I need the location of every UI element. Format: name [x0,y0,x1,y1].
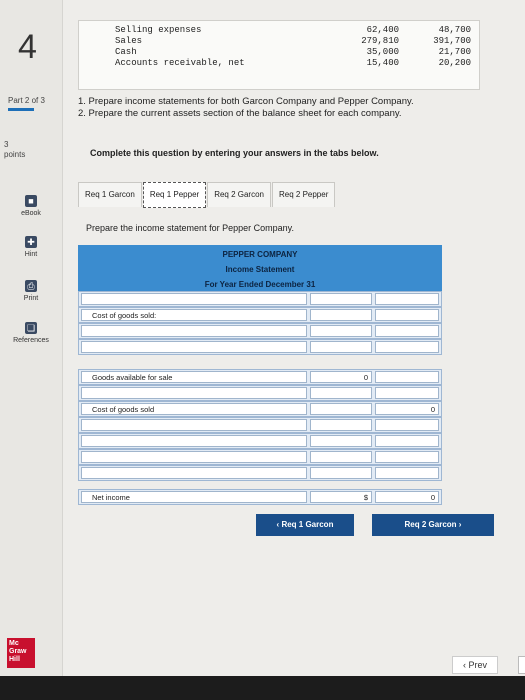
net-income-value: 0 [375,491,439,503]
row-label-input[interactable] [81,293,307,305]
statement-row [78,369,442,385]
print-tool[interactable] [0,280,62,302]
points-number: 3 [4,140,9,149]
ebook-label: eBook [21,210,41,217]
total-input[interactable] [375,435,439,447]
hint-icon: ✚ [25,236,37,248]
tab-req2-garcon[interactable]: Req 2 Garcon [207,182,271,207]
total-input[interactable] [375,293,439,305]
row-label-input[interactable] [81,325,307,337]
complete-note: Complete this question by entering your answers in the tabs below. [90,148,379,158]
instructions [78,96,414,120]
print-label: Print [23,295,39,302]
amount-input[interactable] [310,341,372,353]
given-row: Accounts receivable, net [115,58,245,68]
instruction-item: 1. Prepare income statements for both Garcon Company and Pepper Company. [78,96,414,107]
chevron-left-icon: ‹ [462,660,466,670]
prev-tab-button[interactable] [256,514,354,536]
amount-input[interactable] [310,325,372,337]
ebook-tool[interactable] [0,195,62,217]
total-value: 0 [375,403,439,415]
bottom-bar [0,676,525,700]
amount-value: 0 [310,371,372,383]
row-label-input[interactable] [81,387,307,399]
next-tab-label: Req 2 Garcon [404,520,457,529]
next-page-button-partial[interactable] [518,656,525,674]
statement-period: For Year Ended December 31 [204,280,316,289]
points-label: points [4,150,26,159]
row-label-input[interactable] [81,467,307,479]
prompt-text: Prepare the income statement for Pepper Company. [86,223,294,233]
references-icon: ❏ [26,323,36,333]
row-label: Cost of goods sold [81,403,307,415]
tab-panel [78,205,498,505]
instruction-item: 2. Prepare the current assets section of the balance sheet for each company. [78,108,402,119]
amount-input[interactable] [310,451,372,463]
amount-input[interactable] [310,309,372,321]
company-name: PEPPER COMPANY [222,250,298,259]
prev-page-label: Prev [468,660,488,670]
amount-input[interactable] [310,403,372,415]
statement-row [78,417,442,433]
row-label: Cost of goods sold: [81,309,307,321]
currency-symbol: $ [310,491,372,503]
mcgraw-hill-logo: Mc Graw Hill [7,638,35,668]
given-value: 48,700 [438,25,471,35]
statement-row [78,339,442,355]
hint-tool[interactable] [0,236,62,258]
total-input[interactable] [375,325,439,337]
prev-page-button[interactable] [452,656,498,674]
total-input[interactable] [375,467,439,479]
statement-row [78,489,442,505]
statement-row [78,307,442,323]
given-row: Cash [115,47,137,57]
given-value: 62,400 [366,25,399,35]
total-input[interactable] [375,309,439,321]
question-number: 4 [18,28,37,66]
row-label-input[interactable] [81,341,307,353]
statement-title: Income Statement [225,265,295,274]
prev-tab-label: Req 1 Garcon [281,520,334,529]
tab-req2-pepper[interactable]: Req 2 Pepper [272,182,335,207]
total-input[interactable] [375,341,439,353]
references-label: References [13,337,49,344]
part-indicator: Part 2 of 3 [8,96,45,105]
chevron-left-icon: ‹ [276,520,280,529]
requirement-tabs [78,182,336,206]
statement-row [78,385,442,401]
tab-req1-pepper[interactable]: Req 1 Pepper [143,182,206,208]
sidebar [0,0,63,700]
amount-input[interactable] [310,293,372,305]
amount-input[interactable] [310,467,372,479]
row-label: Net income [81,491,307,503]
total-input[interactable] [375,419,439,431]
row-label-input[interactable] [81,451,307,463]
given-value: 20,200 [438,58,471,68]
tab-req1-garcon[interactable]: Req 1 Garcon [78,182,142,207]
row-label: Goods available for sale [81,371,307,383]
statement-row [78,323,442,339]
part-progress-bar [8,108,34,111]
row-label-input[interactable] [81,435,307,447]
row-label-input[interactable] [81,419,307,431]
hint-label: Hint [24,251,38,258]
given-value: 279,810 [361,36,399,46]
given-value: 21,700 [438,47,471,57]
total-input[interactable] [375,387,439,399]
amount-input[interactable] [310,435,372,447]
statement-row [78,401,442,417]
points-value [4,140,25,160]
given-row: Sales [115,36,143,46]
amount-input[interactable] [310,387,372,399]
total-input[interactable] [375,371,439,383]
statement-row [78,291,442,307]
given-data-table [78,20,480,90]
statement-row [78,465,442,481]
given-row: Selling expenses [115,25,202,35]
given-value: 35,000 [366,47,399,57]
references-tool[interactable] [0,322,62,344]
amount-input[interactable] [310,419,372,431]
chevron-right-icon: › [458,520,462,529]
book-icon: ■ [25,195,37,207]
statement-row [78,449,442,465]
print-icon: ⎙ [25,280,37,292]
total-input[interactable] [375,451,439,463]
statement-row [78,433,442,449]
statement-header [78,245,442,293]
next-tab-button[interactable] [372,514,494,536]
given-value: 391,700 [433,36,471,46]
given-value: 15,400 [366,58,399,68]
